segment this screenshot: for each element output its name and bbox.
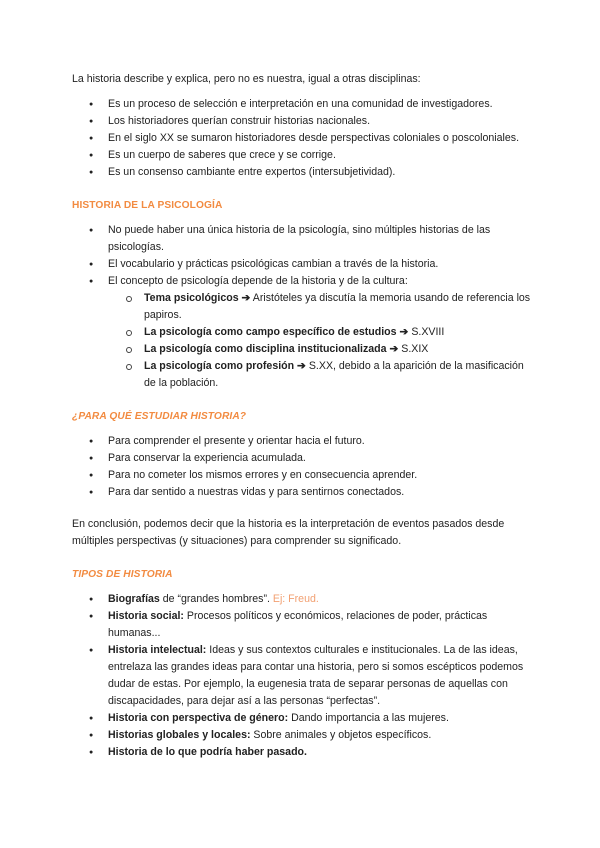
item-label: Historia de lo que podría haber pasado. xyxy=(108,746,307,758)
list-item xyxy=(72,744,534,761)
sub-item-text: S.XVIII xyxy=(408,326,445,338)
sub-list-item xyxy=(108,341,534,358)
list-item: ● Es un consenso cambiante entre expertos (intersubjetividad). xyxy=(72,164,534,181)
item-label: Historia intelectual: xyxy=(108,644,207,656)
list-item: ● Los historiadores querían construir historias nacionales. xyxy=(72,113,534,130)
sub-item-label: La psicología como disciplina institucionalizada ➔ xyxy=(144,343,399,355)
sub-item-text: S.XX, debido a la aparición de la masificación de la población. xyxy=(144,360,524,389)
sub-list-item xyxy=(108,324,534,341)
sub-list-item xyxy=(108,290,534,324)
list-item-text: El concepto de psicología depende de la historia y de la cultura: xyxy=(108,275,408,287)
list-item xyxy=(72,710,534,727)
list-item: ● Para comprender el presente y orientar hacia el futuro. xyxy=(72,433,534,450)
list-item xyxy=(72,642,534,710)
list-item: ● El vocabulario y prácticas psicológicas cambian a través de la historia. xyxy=(72,256,534,273)
sub-item-text: Aristóteles ya discutía la memoria usando de referencia los papiros. xyxy=(144,292,531,321)
psicologia-sublist xyxy=(108,290,534,392)
item-label: Biografías xyxy=(108,593,160,605)
tipos-list xyxy=(72,591,534,761)
item-text: Dando importancia a las mujeres. xyxy=(288,712,449,724)
item-text: Sobre animales y objetos específicos. xyxy=(250,729,432,741)
intro-list xyxy=(72,96,534,181)
list-item: ● Es un proceso de selección e interpretación en una comunidad de investigadores. xyxy=(72,96,534,113)
item-label: Historia social: xyxy=(108,610,184,622)
sub-item-label: La psicología como campo específico de estudios ➔ xyxy=(144,326,409,338)
section-heading-tipos-historia: TIPOS DE HISTORIA xyxy=(72,569,173,580)
item-label: Historia con perspectiva de género: xyxy=(108,712,289,724)
list-item xyxy=(72,727,534,744)
sub-item-label: La psicología como profesión ➔ xyxy=(144,360,306,372)
conclusion-paragraph: En conclusión, podemos decir que la historia es la interpretación de eventos pasados desde múltiples perspectivas (y situaciones) para comprender su significado. xyxy=(72,518,505,547)
intro-paragraph: La historia describe y explica, pero no es nuestra, igual a otras disciplinas: xyxy=(72,73,421,85)
document-page xyxy=(72,71,534,761)
list-item: ● No puede haber una única historia de la psicología, sino múltiples historias de las psicologías. xyxy=(72,222,534,256)
item-example: Ej: Freud. xyxy=(272,593,319,605)
sub-item-text: S.XIX xyxy=(398,343,429,355)
list-item: ● Para dar sentido a nuestras vidas y para sentirnos conectados. xyxy=(72,484,534,501)
section-heading-para-que: ¿PARA QUÉ ESTUDIAR HISTORIA? xyxy=(72,411,247,422)
item-text: Ideas y sus contextos culturales e institucionales. La de las ideas, entrelaza las grandes ideas para contar una historia, pero si somos escépticos podemos dudar de estas. Por ejemplo, la eugenesia trata de separar personas de aquellas con discapacidades, para dejar así a las personas “perfectas”. xyxy=(108,644,524,707)
list-item xyxy=(72,273,534,392)
section-heading-historia-psicologia: HISTORIA DE LA PSICOLOGÍA xyxy=(72,200,223,211)
list-item: ● Para conservar la experiencia acumulada. xyxy=(72,450,534,467)
sub-list-item xyxy=(108,358,534,392)
sub-item-label: Tema psicológicos ➔ xyxy=(144,292,251,304)
list-item: ● Es un cuerpo de saberes que crece y se corrige. xyxy=(72,147,534,164)
list-item: ● Para no cometer los mismos errores y en consecuencia aprender. xyxy=(72,467,534,484)
list-item xyxy=(72,608,534,642)
item-text: Procesos políticos y económicos, relaciones de poder, prácticas humanas... xyxy=(108,610,488,639)
list-item xyxy=(72,591,534,608)
psicologia-list xyxy=(72,222,534,392)
list-item: ● En el siglo XX se sumaron historiadores desde perspectivas coloniales o poscoloniales. xyxy=(72,130,534,147)
item-text: de “grandes hombres”. xyxy=(159,593,273,605)
para-que-list xyxy=(72,433,534,501)
item-label: Historias globales y locales: xyxy=(108,729,251,741)
